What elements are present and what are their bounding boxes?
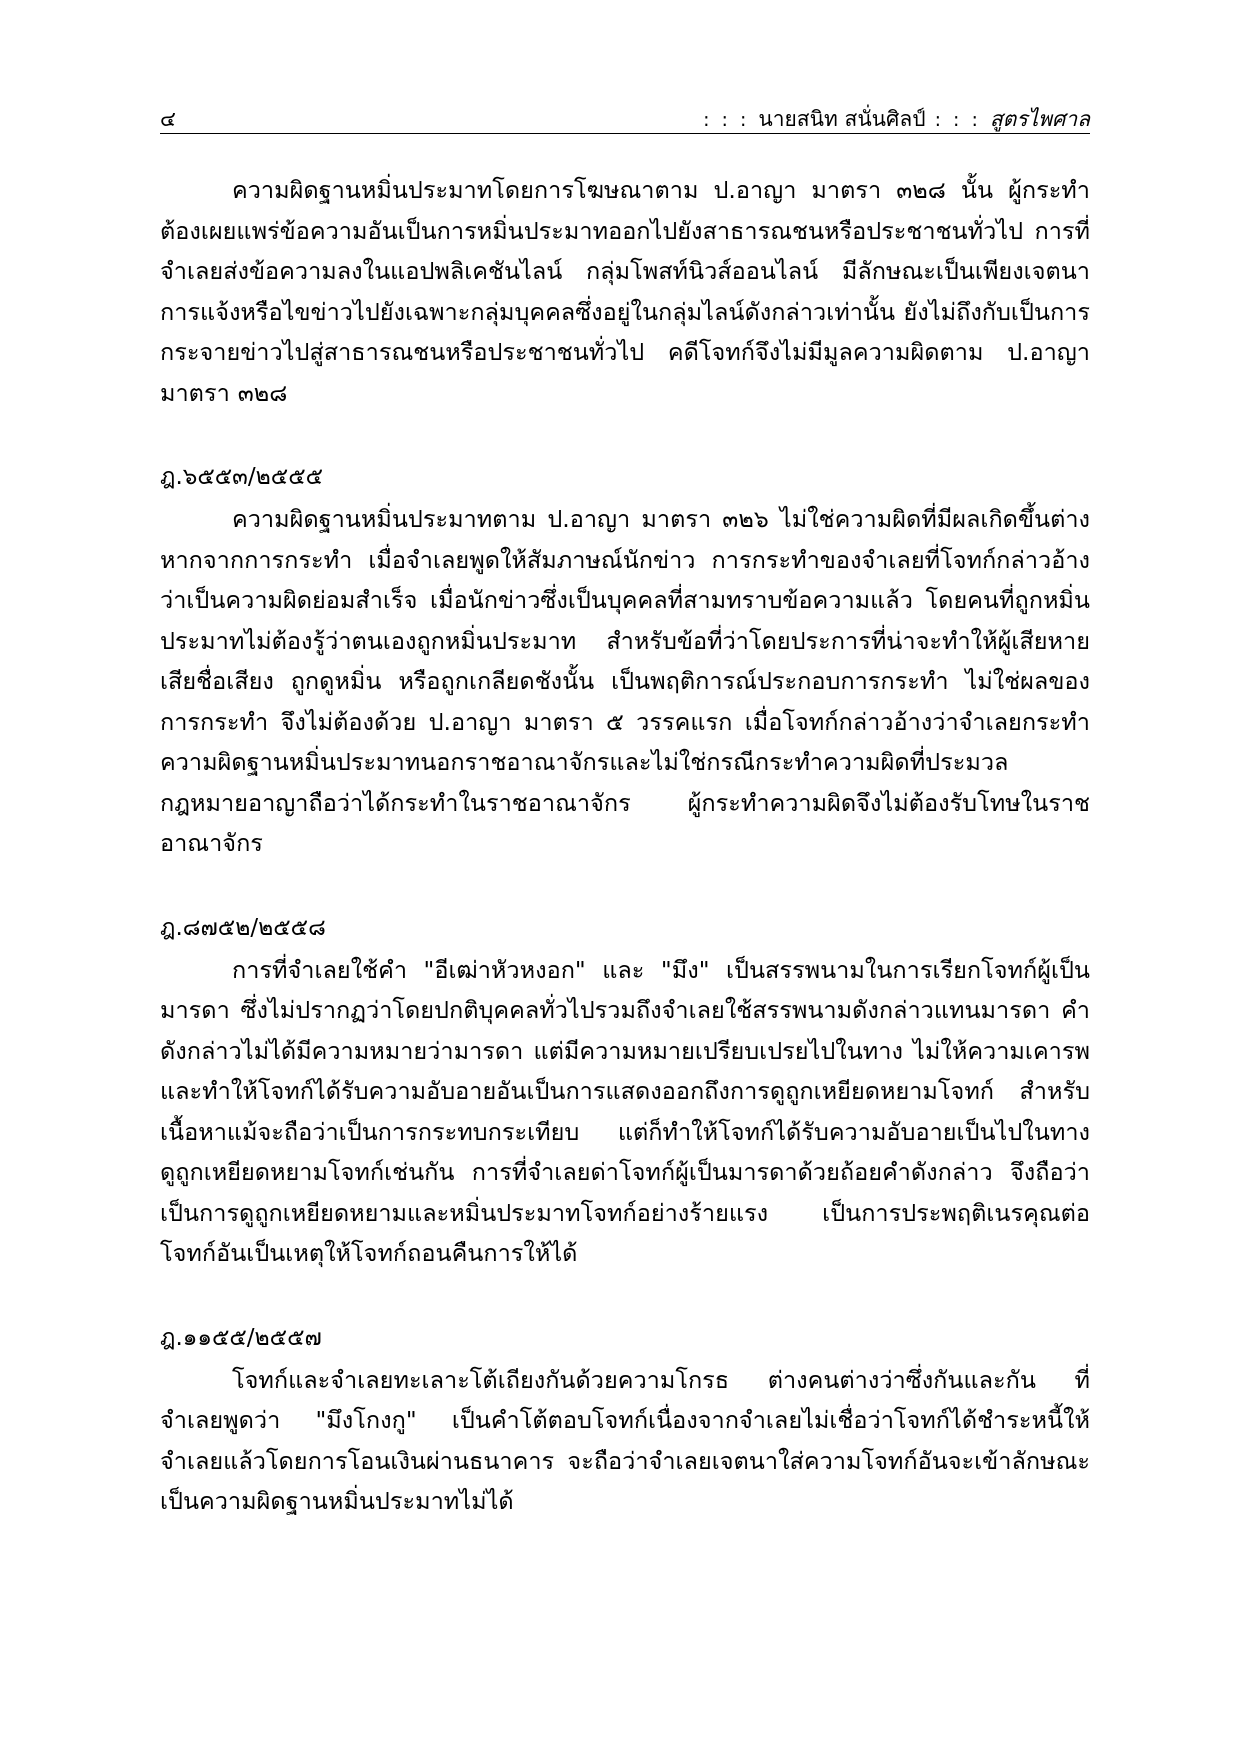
document-body bbox=[160, 170, 1090, 1522]
section-intro bbox=[160, 170, 1090, 413]
paragraph-text: ความผิดฐานหมิ่นประมาทตาม ป.อาญา มาตรา ๓๒๖ ไม่ใช่ความผิดที่มีผลเกิดขึ้นต่างหากจากการกระทำ เมื่อจำเลยพูดให้สัมภาษณ์นักข่าว การกระทำของจำเลยที่โจทก์กล่าวอ้างว่าเป็นความผิดย่อมสำเร็จ เมื่อนักข่าวซึ่งเป็นบุคคลที่สามทราบข้อความแล้ว โดยคนที่ถูกหมิ่นประมาทไม่ต้องรู้ว่าตนเองถูกหมิ่นประมาท สำหรับข้อที่ว่าโดยประการที่น่าจะทำให้ผู้เสียหายเสียชื่อเสียง ถูกดูหมิ่น หรือถูกเกลียดชังนั้น เป็นพฤติการณ์ประกอบการกระทำ ไม่ใช่ผลของการกระทำ จึงไม่ต้องด้วย ป.อาญา มาตรา ๕ วรรคแรก เมื่อโจทก์กล่าวอ้างว่าจำเลยกระทำความผิดฐานหมิ่นประมาทนอกราชอาณาจักรและไม่ใช่กรณีกระทำความผิดที่ประมวลกฎหมายอาญาถือว่าได้กระทำในราชอาณาจักร ผู้กระทำความผิดจึงไม่ต้องรับโทษในราชอาณาจักร bbox=[160, 505, 1090, 857]
content-frame bbox=[160, 96, 1090, 1522]
running-head-right bbox=[703, 109, 1090, 130]
section-8752-2558 bbox=[160, 864, 1090, 1274]
case-citation-heading: ฎ.๘๗๕๒/๒๕๕๘ bbox=[160, 914, 326, 941]
section-spacer bbox=[160, 1274, 1090, 1318]
section-6553-2555 bbox=[160, 413, 1090, 864]
paragraph-text: โจทก์และจำเลยทะเลาะโต้เถียงกันด้วยความโกรธ ต่างคนต่างว่าซึ่งกันและกัน ที่จำเลยพูดว่า "มึงโกงกู" เป็นคำโต้ตอบโจทก์เนื่องจากจำเลยไม่เชื่อว่าโจทก์ได้ชำระหนี้ให้จำเลยแล้วโดยการโอนเงินผ่านธนาคาร จะถือว่าจำเลยเจตนาใส่ความโจทก์อันจะเข้าลักษณะเป็นความผิดฐานหมิ่นประมาทไม่ได้ bbox=[160, 1365, 1090, 1515]
paragraph-text: ความผิดฐานหมิ่นประมาทโดยการโฆษณาตาม ป.อาญา มาตรา ๓๒๘ นั้น ผู้กระทำต้องเผยแพร่ข้อความอันเป็นการหมิ่นประมาทออกไปยังสาธารณชนหรือประชาชนทั่วไป การที่จำเลยส่งข้อความลงในแอปพลิเคชันไลน์ กลุ่มโพสท์นิวส์ออนไลน์ มีลักษณะเป็นเพียงเจตนาการแจ้งหรือไขข่าวไปยังเฉพาะกลุ่มบุคคลซึ่งอยู่ในกลุ่มไลน์ดังกล่าวเท่านั้น ยังไม่ถึงกับเป็นการกระจายข่าวไปสู่สาธารณชนหรือประชาชนทั่วไป คดีโจทก์จึงไม่มีมูลความผิดตาม ป.อาญา มาตรา ๓๒๘ bbox=[160, 176, 1090, 407]
header-book-title: สูตรไพศาล bbox=[989, 107, 1090, 131]
paragraph-text: การที่จำเลยใช้คำ "อีเฒ่าหัวหงอก" และ "มึง" เป็นสรรพนามในการเรียกโจทก์ผู้เป็นมารดา ซึ่งไม่ปรากฏว่าโดยปกติบุคคลทั่วไปรวมถึงจำเลยใช้สรรพนามดังกล่าวแทนมารดา คำดังกล่าวไม่ได้มีความหมายว่ามารดา แต่มีความหมายเปรียบเปรยไปในทาง ไม่ให้ความเคารพและทำให้โจทก์ได้รับความอับอายอันเป็นการแสดงออกถึงการดูถูกเหยียดหยามโจทก์ สำหรับเนื้อหาแม้จะถือว่าเป็นการกระทบกระเทียบ แต่ก็ทำให้โจทก์ได้รับความอับอายเป็นไปในทางดูถูกเหยียดหยามโจทก์เช่นกัน การที่จำเลยด่าโจทก์ผู้เป็นมารดาด้วยถ้อยคำดังกล่าว จึงถือว่าเป็นการดูถูกเหยียดหยามและหมิ่นประมาทโจทก์อย่างร้ายแรง เป็นการประพฤติเนรคุณต่อโจทก์อันเป็นเหตุให้โจทก์ถอนคืนการให้ได้ bbox=[160, 955, 1090, 1267]
header-separator-left: : : : bbox=[703, 109, 750, 131]
running-head bbox=[160, 96, 1090, 133]
case-citation-heading: ฎ.๖๕๕๓/๒๕๕๕ bbox=[160, 464, 324, 490]
header-rule bbox=[160, 133, 1090, 134]
header-separator-right: : : : bbox=[934, 109, 981, 131]
section-spacer bbox=[160, 413, 1090, 457]
page-number: ๔ bbox=[160, 107, 177, 131]
section-1155-2557 bbox=[160, 1274, 1090, 1522]
case-citation-heading: ฎ.๑๑๕๕/๒๕๕๗ bbox=[160, 1324, 322, 1351]
header-author-name: นายสนิท สนั่นศิลป์ bbox=[758, 107, 926, 131]
section-spacer bbox=[160, 864, 1090, 908]
